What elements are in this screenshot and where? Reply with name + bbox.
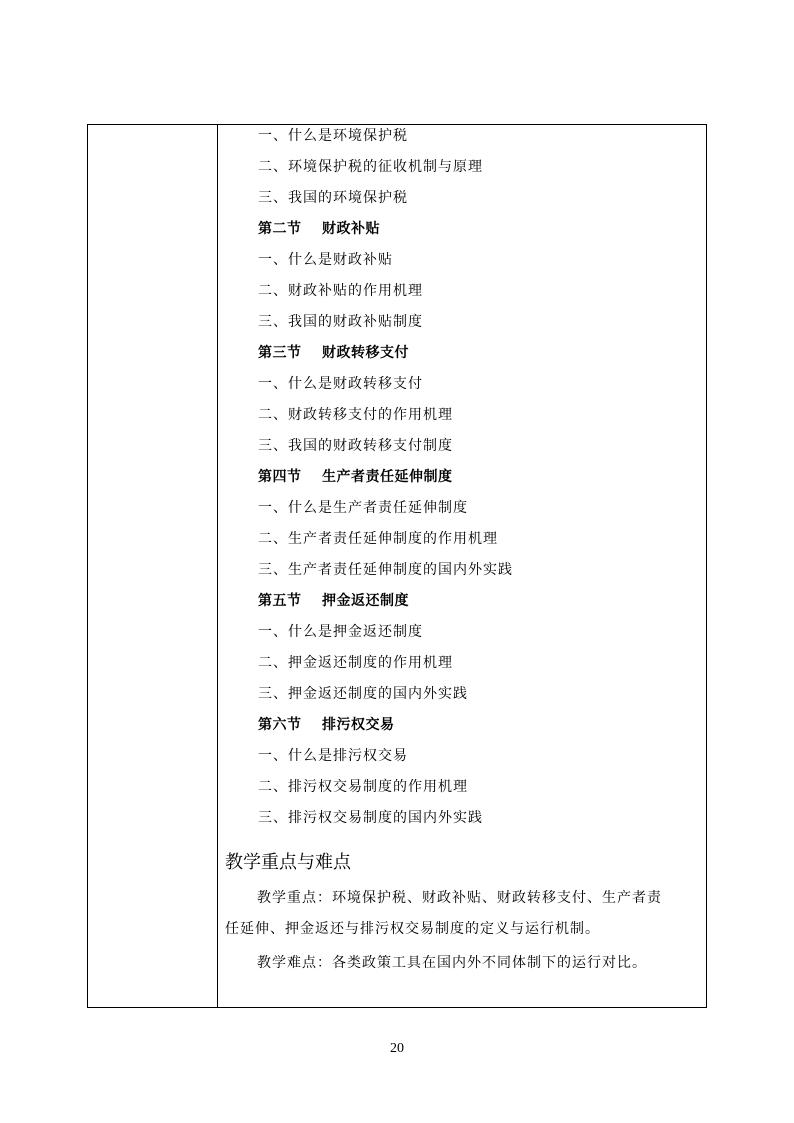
outline-item: 二、环境保护税的征收机制与原理 [258, 159, 483, 175]
column-divider [217, 124, 218, 1008]
outline-item: 二、押金返还制度的作用机理 [258, 655, 453, 671]
section-heading-title: 排污权交易 [322, 717, 395, 733]
outline-item: 二、财政转移支付的作用机理 [258, 407, 453, 423]
outline-item: 一、什么是财政补贴 [258, 252, 393, 268]
section-heading-title: 财政补贴 [322, 221, 380, 237]
section-heading [258, 220, 380, 238]
outline-item: 三、我国的财政转移支付制度 [258, 438, 453, 454]
outline-item: 一、什么是押金返还制度 [258, 624, 423, 640]
section-heading-title: 押金返还制度 [322, 593, 409, 609]
outline-item: 三、生产者责任延伸制度的国内外实践 [258, 562, 513, 578]
outline-item: 三、押金返还制度的国内外实践 [258, 686, 468, 702]
key-focus-line-1: 教学重点：环境保护税、财政补贴、财政转移支付、生产者责 [257, 890, 662, 906]
section-number: 第六节 [258, 717, 302, 733]
outline-item: 三、我国的财政补贴制度 [258, 314, 423, 330]
page-number: 20 [390, 1041, 404, 1056]
outline-item: 一、什么是生产者责任延伸制度 [258, 500, 468, 516]
section-heading [258, 468, 453, 486]
section-heading [258, 716, 395, 734]
section-heading-title: 财政转移支付 [322, 345, 409, 361]
key-points-title: 教学重点与难点 [225, 852, 351, 873]
section-number: 第四节 [258, 469, 302, 485]
section-number: 第五节 [258, 593, 302, 609]
key-difficulty: 教学难点：各类政策工具在国内外不同体制下的运行对比。 [257, 955, 647, 971]
section-number: 第二节 [258, 221, 302, 237]
section-heading-title: 生产者责任延伸制度 [322, 469, 453, 485]
outline-item: 一、什么是排污权交易 [258, 748, 408, 764]
outline-item: 二、排污权交易制度的作用机理 [258, 779, 468, 795]
outline-item: 三、排污权交易制度的国内外实践 [258, 810, 483, 826]
key-focus-line-2: 任延伸、押金返还与排污权交易制度的定义与运行机制。 [225, 921, 600, 937]
section-heading [258, 344, 409, 362]
section-number: 第三节 [258, 345, 302, 361]
outline-item: 一、什么是财政转移支付 [258, 376, 423, 392]
outline-item: 二、财政补贴的作用机理 [258, 283, 423, 299]
section-heading [258, 592, 409, 610]
outline-item: 二、生产者责任延伸制度的作用机理 [258, 531, 498, 547]
outline-item: 三、我国的环境保护税 [258, 190, 408, 206]
outline-item: 一、什么是环境保护税 [258, 128, 408, 144]
